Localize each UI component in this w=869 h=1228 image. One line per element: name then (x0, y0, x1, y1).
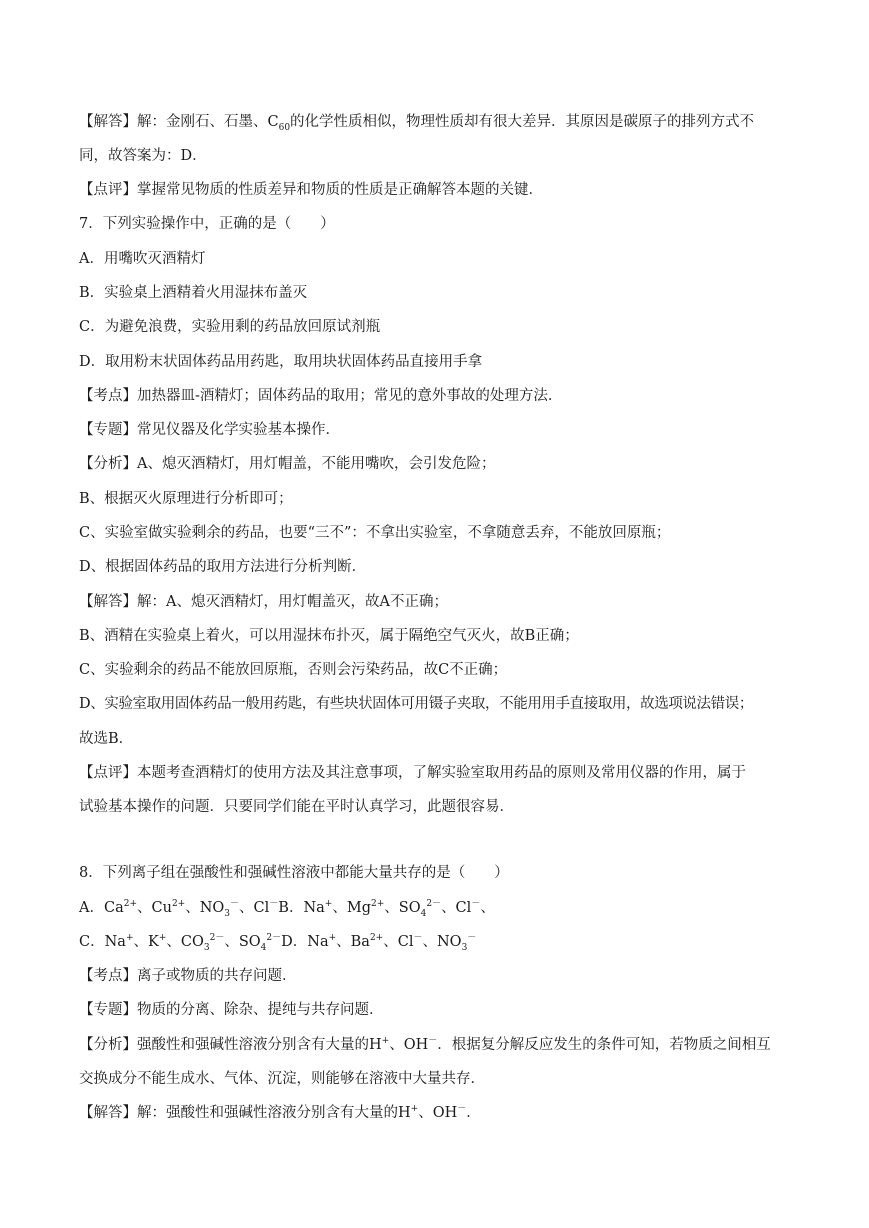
subscript: 60 (278, 122, 291, 133)
superscript: + (158, 933, 167, 944)
superscript: － (471, 899, 481, 910)
text: 、Mg (332, 900, 371, 916)
superscript: + (410, 1104, 419, 1115)
dianping-line: 试验基本操作的问题．只要同学们能在平时认真学习，此题很容易． (79, 799, 514, 815)
text: ． (466, 1105, 481, 1121)
superscript: 2－ (266, 933, 282, 944)
superscript: 2+ (171, 899, 186, 910)
option-c: C．为避免浪费，实验用剩的药品放回原试剂瓶 (79, 319, 381, 335)
fenxi-line (79, 1035, 799, 1055)
text: 、SO (224, 934, 261, 950)
text: D．Na (281, 934, 329, 950)
text: 、SO (384, 900, 421, 916)
question-stem: 7．下列实验操作中，正确的是（ ） (79, 216, 335, 232)
superscript: 2－ (426, 899, 442, 910)
superscript: 2+ (369, 933, 384, 944)
option-a: A．用嘴吹灭酒精灯 (79, 251, 206, 267)
option-ab (79, 898, 799, 918)
fenxi-line: 【分析】A、熄灭酒精灯，用灯帽盖，不能用嘴吹，会引发危险； (79, 456, 496, 472)
zhuanti-line: 【专题】物质的分离、除杂、提纯与共存问题． (79, 1002, 384, 1018)
option-d: D．取用粉末状固体药品用药匙，取用块状固体药品直接用手拿 (79, 354, 483, 370)
jieda-line: B、酒精在实验桌上着火，可以用湿抹布扑灭，属于隔绝空气灭火，故B正确； (79, 628, 579, 644)
text: 、CO (166, 934, 204, 950)
subscript: 3 (461, 942, 468, 953)
text: A．Ca (79, 900, 124, 916)
text: 【解答】解：金刚石、石墨、C (79, 114, 279, 130)
jieda-line: D、实验室取用固体药品一般用药匙，有些块状固体可用镊子夹取，不能用用手直接取用，故选项说法错误； (79, 696, 753, 712)
text: ．根据复分解反应发生的条件可知，若物质之间相互 (437, 1037, 771, 1053)
fenxi-line: B、根据灭火原理进行分析即可； (79, 491, 293, 507)
text: C．Na (79, 934, 126, 950)
fenxi-line: 交换成分不能生成水、气体、沉淀，则能够在溶液中大量共存． (79, 1071, 485, 1087)
option-b: B．实验桌上酒精着火用湿抹布盖灭 (79, 285, 308, 301)
superscript: － (428, 1036, 438, 1047)
superscript: + (125, 933, 134, 944)
jieda-line: C、实验剩余的药品不能放回原瓶，否则会污染药品，故C不正确； (79, 662, 508, 678)
text: 、OH (389, 1037, 429, 1053)
superscript: － (230, 899, 240, 910)
jieda-line: 故选B． (79, 731, 134, 747)
question-stem: 8．下列离子组在强酸性和强碱性溶液中都能大量共存的是（ ） (79, 865, 509, 881)
subscript: 3 (224, 908, 231, 919)
answer-line (79, 112, 799, 132)
text: 、K (133, 934, 159, 950)
text: B．Na (278, 900, 325, 916)
text: 、Cl (239, 900, 270, 916)
text: 、Cu (137, 900, 172, 916)
answer-line: 同，故答案为：D． (79, 148, 207, 164)
jieda-line (79, 1103, 799, 1123)
superscript: 2+ (370, 899, 385, 910)
superscript: 2+ (123, 899, 137, 910)
text: 、Ba (336, 934, 370, 950)
superscript: － (457, 1104, 467, 1115)
text: 、Cl (383, 934, 414, 950)
text: 【解答】解：强酸性和强碱性溶液分别含有大量的H (79, 1105, 411, 1121)
superscript: + (328, 933, 337, 944)
superscript: － (467, 933, 477, 944)
superscript: + (324, 899, 333, 910)
subscript: 4 (420, 908, 427, 919)
comment-line: 【点评】掌握常见物质的性质差异和物质的性质是正确解答本题的关键． (79, 182, 543, 198)
text: 的化学性质相似，物理性质却有很大差异．其原因是碳原子的排列方式不 (290, 114, 755, 130)
text: 、Cl (441, 900, 472, 916)
text: 【分析】强酸性和强碱性溶液分别含有大量的H (79, 1037, 382, 1053)
text: 、NO (422, 934, 462, 950)
jieda-line: 【解答】解：A、熄灭酒精灯，用灯帽盖灭，故A不正确； (79, 594, 448, 610)
text: 、NO (185, 900, 225, 916)
superscript: + (381, 1036, 390, 1047)
kaodian-line: 【考点】离子或物质的共存问题． (79, 968, 297, 984)
text: 、OH (418, 1105, 458, 1121)
zhuanti-line: 【专题】常见仪器及化学实验基本操作． (79, 422, 340, 438)
subscript: 4 (260, 942, 267, 953)
subscript: 3 (203, 942, 210, 953)
superscript: － (413, 933, 423, 944)
fenxi-line: D、根据固体药品的取用方法进行分析判断． (79, 559, 367, 575)
superscript: 2－ (209, 933, 225, 944)
dianping-line: 【点评】本题考查酒精灯的使用方法及其注意事项，了解实验室取用药品的原则及常用仪器的作用，属于 (79, 765, 746, 781)
fenxi-line: C、实验室做实验剩余的药品，也要“三不”：不拿出实验室，不拿随意丢弃，不能放回原瓶； (79, 525, 671, 541)
kaodian-line: 【考点】加热器皿-酒精灯；固体药品的取用；常见的意外事故的处理方法． (79, 388, 563, 404)
option-cd (79, 932, 799, 952)
text: 、 (480, 900, 495, 916)
superscript: － (269, 899, 279, 910)
